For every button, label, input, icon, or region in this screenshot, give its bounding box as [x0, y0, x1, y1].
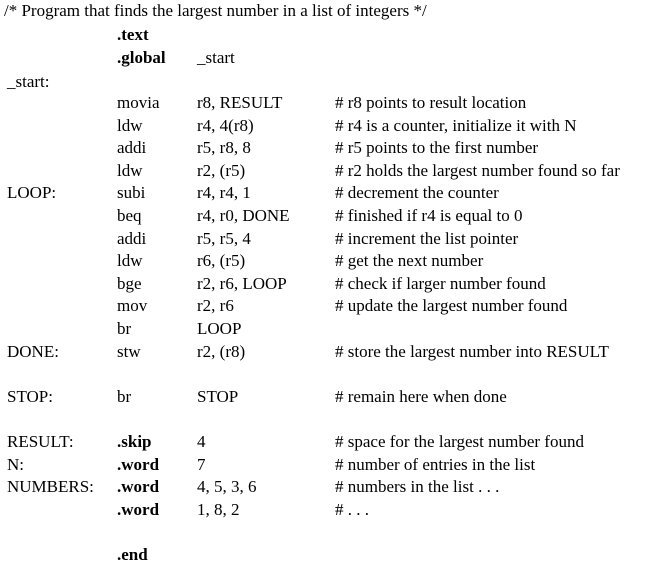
line-label: LOOP:	[7, 183, 57, 202]
code-line	[0, 341, 670, 363]
line-mnemonic: .global	[117, 48, 166, 67]
line-comment: # check if larger number found	[335, 274, 546, 293]
line-comment: # remain here when done	[335, 387, 507, 406]
code-line	[0, 318, 670, 340]
line-label: RESULT:	[7, 432, 74, 451]
line-mnemonic: movia	[117, 93, 160, 112]
line-comment: # r4 is a counter, initialize it with N	[335, 116, 577, 135]
line-comment: # update the largest number found	[335, 296, 568, 315]
code-line	[0, 228, 670, 250]
code-line	[0, 160, 670, 182]
code-line	[0, 476, 670, 498]
code-line	[0, 386, 670, 408]
line-comment: # increment the list pointer	[335, 229, 519, 248]
code-line	[0, 454, 670, 476]
line-comment: # store the largest number into RESULT	[335, 342, 609, 361]
code-line-text-directive	[0, 24, 670, 46]
line-mnemonic: ldw	[117, 251, 143, 270]
line-mnemonic: ldw	[117, 161, 143, 180]
line-mnemonic: ldw	[117, 116, 143, 135]
code-line-end-directive	[0, 544, 670, 566]
line-comment: # finished if r4 is equal to 0	[335, 206, 523, 225]
code-line	[0, 295, 670, 317]
line-operands: r6, (r5)	[197, 251, 246, 270]
code-line	[0, 250, 670, 272]
line-operands: r8, RESULT	[197, 93, 283, 112]
line-label: _start:	[7, 72, 50, 91]
line-mnemonic: subi	[117, 183, 146, 202]
line-label: N:	[7, 455, 24, 474]
line-comment: # r8 points to result location	[335, 93, 527, 112]
line-label: STOP:	[7, 387, 53, 406]
code-line	[0, 137, 670, 159]
line-operands: 7	[197, 455, 206, 474]
line-operands: r2, r6, LOOP	[197, 274, 287, 293]
line-mnemonic: stw	[117, 342, 141, 361]
line-mnemonic: br	[117, 319, 132, 338]
line-mnemonic: .skip	[117, 432, 152, 451]
code-line	[0, 273, 670, 295]
program-header-comment: /* Program that finds the largest number in a list of integers */	[4, 1, 427, 20]
line-comment: # number of entries in the list	[335, 455, 536, 474]
line-operands: r4, 4(r8)	[197, 116, 254, 135]
line-comment: # numbers in the list . . .	[335, 477, 500, 496]
code-line	[0, 115, 670, 137]
code-line	[0, 205, 670, 227]
code-line	[0, 182, 670, 204]
line-operands: r5, r5, 4	[197, 229, 251, 248]
line-mnemonic: addi	[117, 229, 147, 248]
line-mnemonic: br	[117, 387, 132, 406]
line-comment: # . . .	[335, 500, 369, 519]
line-mnemonic: .text	[117, 25, 149, 44]
line-comment: # space for the largest number found	[335, 432, 584, 451]
line-comment: # r5 points to the first number	[335, 138, 539, 157]
line-operands: 4	[197, 432, 206, 451]
line-mnemonic: .word	[117, 500, 160, 519]
line-label: NUMBERS:	[7, 477, 94, 496]
line-mnemonic: .word	[117, 477, 160, 496]
line-comment: # decrement the counter	[335, 183, 499, 202]
line-comment: # r2 holds the largest number found so far	[335, 161, 620, 180]
code-line-global-directive	[0, 47, 670, 69]
line-operands: r5, r8, 8	[197, 138, 251, 157]
line-operands: r2, r6	[197, 296, 234, 315]
line-operands: 1, 8, 2	[197, 500, 240, 519]
line-operands: r2, (r5)	[197, 161, 246, 180]
line-operands: 4, 5, 3, 6	[197, 477, 257, 496]
line-operands: STOP	[197, 387, 239, 406]
line-label: DONE:	[7, 342, 59, 361]
code-line-start-label	[0, 71, 670, 93]
line-operands: r2, (r8)	[197, 342, 246, 361]
line-operands: _start	[197, 48, 235, 67]
line-operands: r4, r4, 1	[197, 183, 251, 202]
line-mnemonic: .word	[117, 455, 160, 474]
line-mnemonic: bge	[117, 274, 142, 293]
line-mnemonic: addi	[117, 138, 147, 157]
line-mnemonic: mov	[117, 296, 148, 315]
line-operands: LOOP	[197, 319, 242, 338]
code-line	[0, 431, 670, 453]
line-operands: r4, r0, DONE	[197, 206, 290, 225]
line-comment: # get the next number	[335, 251, 484, 270]
line-mnemonic: beq	[117, 206, 142, 225]
line-mnemonic: .end	[117, 545, 148, 564]
code-line	[0, 499, 670, 521]
code-line	[0, 92, 670, 114]
